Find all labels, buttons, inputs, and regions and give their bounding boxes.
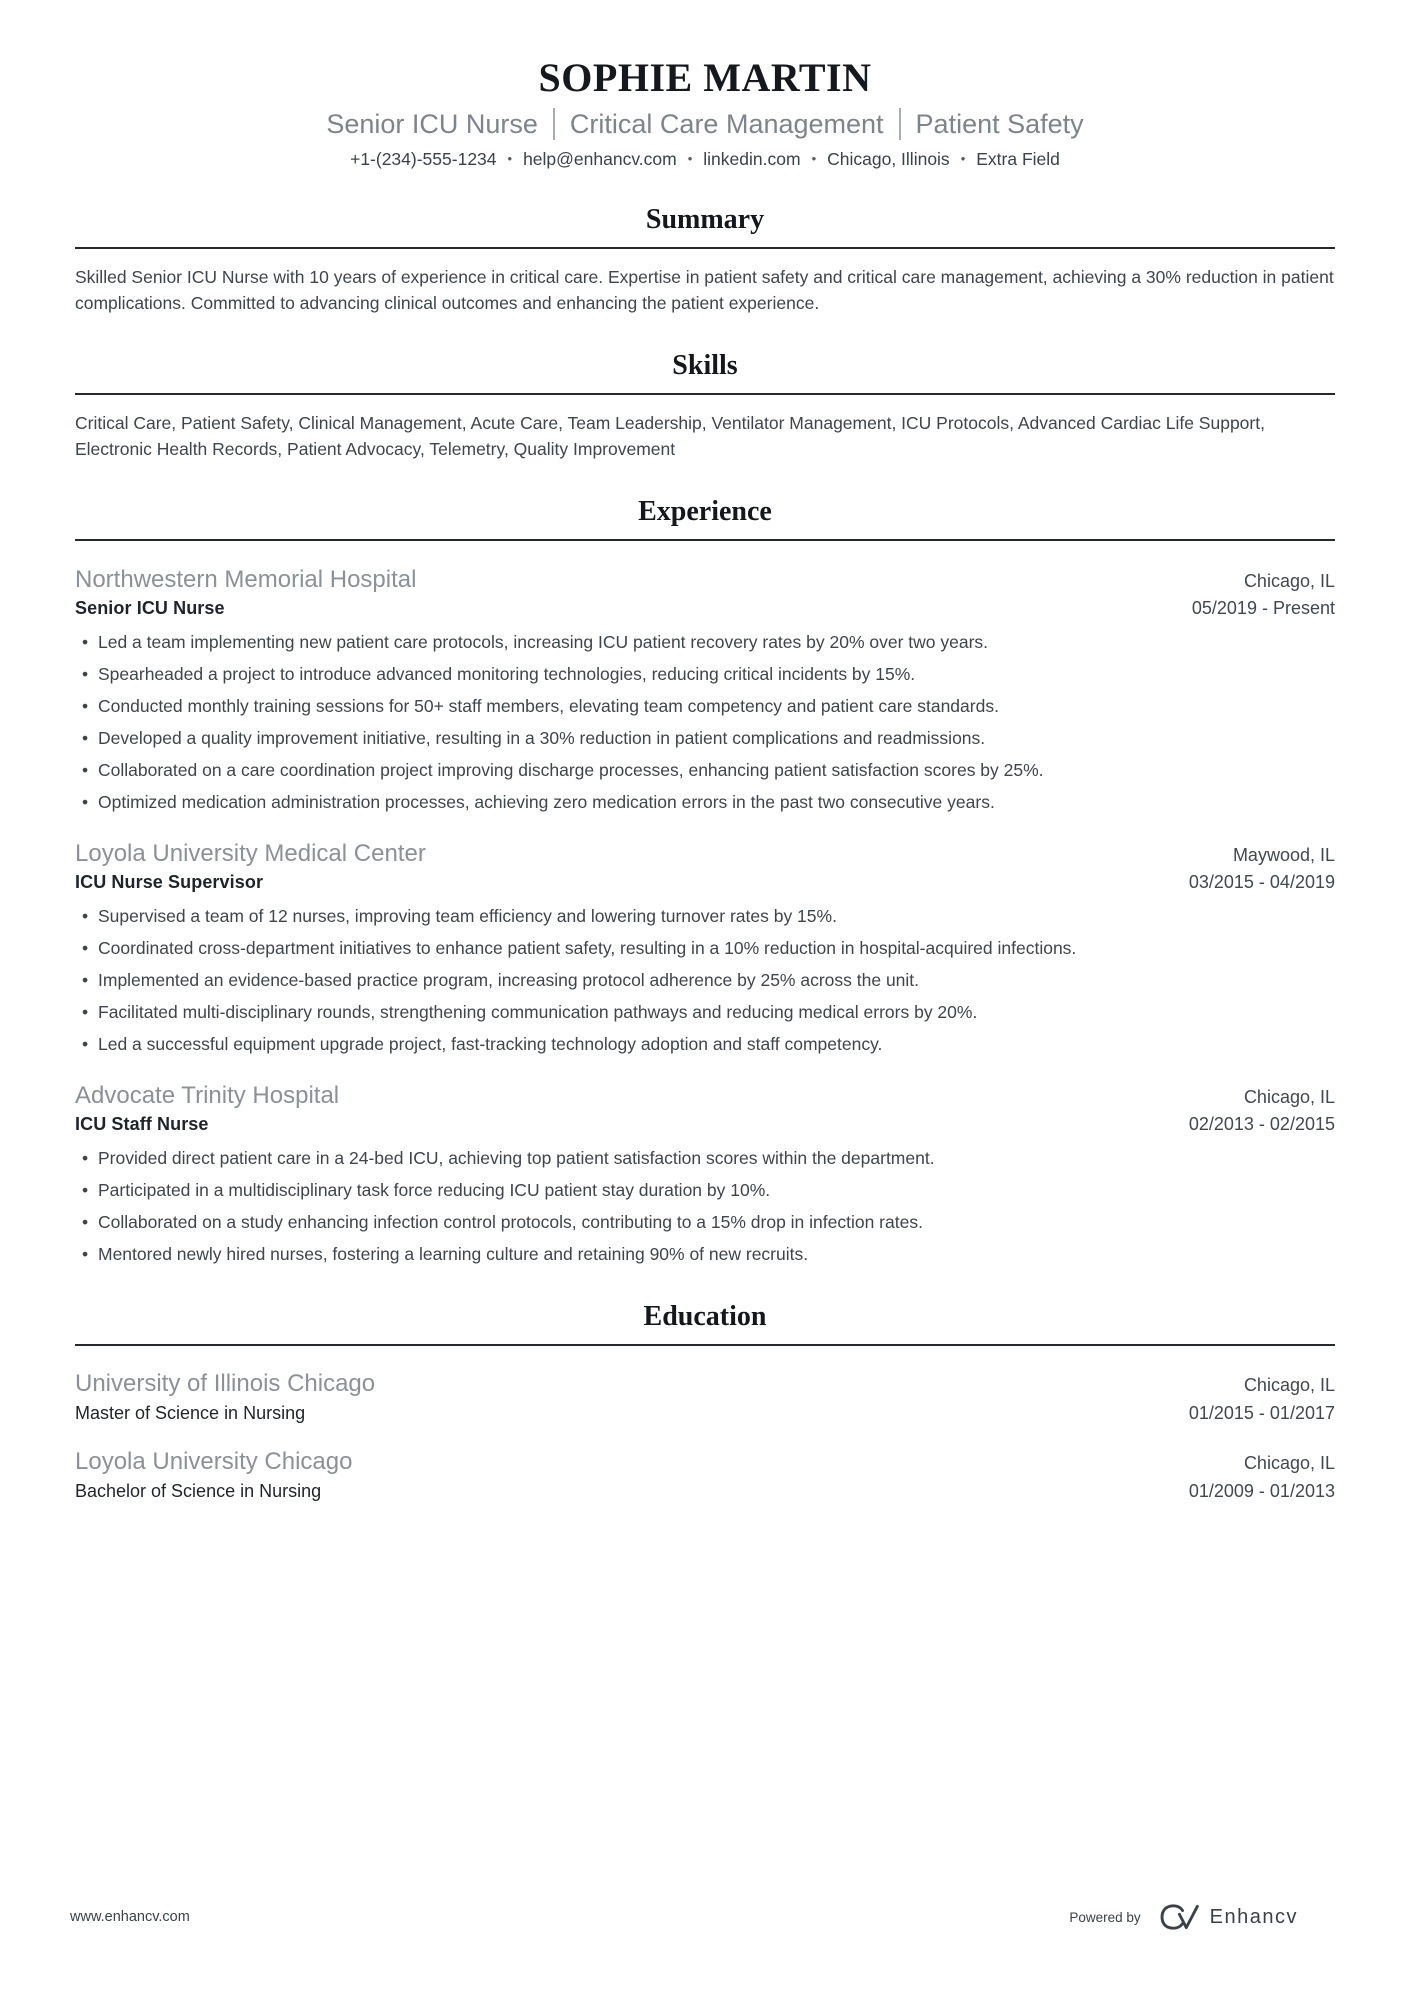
- skills-heading: Skills: [672, 350, 738, 382]
- job-bullets: [75, 1146, 1335, 1267]
- contact-email: • help@enhancv.com: [497, 149, 677, 170]
- job-location: Maywood, IL: [1232, 845, 1335, 866]
- school-dates: 01/2009 - 01/2013: [1188, 1481, 1335, 1502]
- footer-website: www.enhancv.com: [70, 1909, 190, 1925]
- bullet-item: • Spearheaded a project to introduce advanced monitoring technologies, reducing critical incidents by 15%.: [75, 662, 1335, 687]
- powered-by-label: Powered by: [1069, 1909, 1141, 1925]
- company-name: Advocate Trinity Hospital: [75, 1082, 340, 1110]
- job-title-row: [75, 1114, 1335, 1135]
- headline-part-role: Senior ICU Nurse: [326, 109, 538, 139]
- contact-bar: [75, 149, 1335, 170]
- job-entry: [75, 1082, 1335, 1267]
- degree-row: [75, 1476, 1335, 1502]
- bullet-item: • Mentored newly hired nurses, fostering a learning culture and retaining 90% of new recruits.: [75, 1242, 1335, 1267]
- section-divider: [75, 539, 1335, 541]
- job-title-row: [75, 872, 1335, 893]
- bullet-item: • Coordinated cross-department initiatives to enhance patient safety, resulting in a 10% reduction in hospital-acquired infections.: [75, 936, 1335, 961]
- school-location: Chicago, IL: [1243, 1453, 1335, 1474]
- headline-part-specialty: Critical Care Management: [553, 108, 884, 140]
- degree-name: Master of Science in Nursing: [75, 1403, 306, 1424]
- job-company-row: [75, 566, 1335, 594]
- enhancv-wordmark: Enhancv: [1209, 1905, 1298, 1928]
- job-title: ICU Nurse Supervisor: [75, 872, 264, 893]
- school-row: [75, 1370, 1335, 1398]
- job-company-row: [75, 840, 1335, 868]
- job-entry: [75, 840, 1335, 1057]
- contact-linkedin: • linkedin.com: [677, 149, 801, 170]
- section-summary: [75, 204, 1335, 316]
- summary-text: Skilled Senior ICU Nurse with 10 years of experience in critical care. Expertise in patient safety and critical care management, achieving a 30% reduction in patient complications. Committed to advancing clinical outcomes and enhancing the patient experience.: [75, 267, 1334, 314]
- candidate-name: SOPHIE MARTIN: [538, 55, 872, 100]
- resume-header: [75, 56, 1335, 170]
- degree-name: Bachelor of Science in Nursing: [75, 1481, 322, 1502]
- job-dates: 03/2015 - 04/2019: [1188, 872, 1335, 893]
- page-footer: [70, 1901, 1298, 1933]
- job-title: Senior ICU Nurse: [75, 598, 225, 619]
- summary-heading: Summary: [645, 204, 765, 236]
- bullet-item: • Developed a quality improvement initiative, resulting in a 30% reduction in patient complications and readmissions.: [75, 726, 1335, 751]
- bullet-item: • Implemented an evidence-based practice program, increasing protocol adherence by 25% across the unit.: [75, 968, 1335, 993]
- school-entry: [75, 1370, 1335, 1424]
- contact-extra-field: • Extra Field: [950, 149, 1060, 170]
- company-name: Loyola University Medical Center: [75, 840, 426, 868]
- experience-heading: Experience: [638, 496, 772, 528]
- bullet-item: • Led a team implementing new patient care protocols, increasing ICU patient recovery rates by 20% over two years.: [75, 630, 1335, 655]
- contact-phone: +1-(234)-555-1234: [350, 149, 497, 170]
- degree-row: [75, 1398, 1335, 1424]
- section-experience: [75, 496, 1335, 1267]
- job-bullets: [75, 904, 1335, 1057]
- job-dates: 02/2013 - 02/2015: [1188, 1114, 1335, 1135]
- section-education: [75, 1301, 1335, 1502]
- bullet-item: • Collaborated on a study enhancing infection control protocols, contributing to a 15% drop in infection rates.: [75, 1210, 1335, 1235]
- job-bullets: [75, 630, 1335, 815]
- job-company-row: [75, 1082, 1335, 1110]
- school-name: University of Illinois Chicago: [75, 1370, 376, 1398]
- job-entry: [75, 566, 1335, 815]
- bullet-item: • Facilitated multi-disciplinary rounds, strengthening communication pathways and reducing medical errors by 20%.: [75, 1000, 1335, 1025]
- bullet-item: • Provided direct patient care in a 24-bed ICU, achieving top patient satisfaction scores within the department.: [75, 1146, 1335, 1171]
- bullet-item: • Conducted monthly training sessions for 50+ staff members, elevating team competency and patient care standards.: [75, 694, 1335, 719]
- section-skills: [75, 350, 1335, 462]
- bullet-item: • Optimized medication administration processes, achieving zero medication errors in the past two consecutive years.: [75, 790, 1335, 815]
- bullet-item: • Supervised a team of 12 nurses, improving team efficiency and lowering turnover rates by 15%.: [75, 904, 1335, 929]
- section-divider: [75, 247, 1335, 249]
- headline-part-focus: Patient Safety: [899, 108, 1084, 140]
- education-heading: Education: [643, 1301, 767, 1333]
- section-divider: [75, 1344, 1335, 1346]
- school-entry: [75, 1448, 1335, 1502]
- skills-text: Critical Care, Patient Safety, Clinical Management, Acute Care, Team Leadership, Ventilator Management, ICU Protocols, Advanced Cardiac Life Support, Electronic Health Records, Patient Advocacy, Telemetry, Quality Improvement: [75, 413, 1265, 460]
- company-name: Northwestern Memorial Hospital: [75, 566, 417, 594]
- section-divider: [75, 393, 1335, 395]
- contact-location: • Chicago, Illinois: [801, 149, 950, 170]
- school-location: Chicago, IL: [1243, 1375, 1335, 1396]
- job-location: Chicago, IL: [1243, 1087, 1335, 1108]
- job-title-row: [75, 598, 1335, 619]
- job-title: ICU Staff Nurse: [75, 1114, 209, 1135]
- bullet-item: • Collaborated on a care coordination project improving discharge processes, enhancing patient satisfaction scores by 25%.: [75, 758, 1335, 783]
- enhancv-logo-icon: [1155, 1901, 1210, 1933]
- school-name: Loyola University Chicago: [75, 1448, 353, 1476]
- bullet-item: • Led a successful equipment upgrade project, fast-tracking technology adoption and staff competency.: [75, 1032, 1335, 1057]
- bullet-item: • Participated in a multidisciplinary task force reducing ICU patient stay duration by 10%.: [75, 1178, 1335, 1203]
- school-dates: 01/2015 - 01/2017: [1188, 1403, 1335, 1424]
- job-location: Chicago, IL: [1243, 571, 1335, 592]
- powered-by-group: [1069, 1901, 1298, 1933]
- candidate-headline: [75, 108, 1335, 140]
- school-row: [75, 1448, 1335, 1476]
- job-dates: 05/2019 - Present: [1191, 598, 1335, 619]
